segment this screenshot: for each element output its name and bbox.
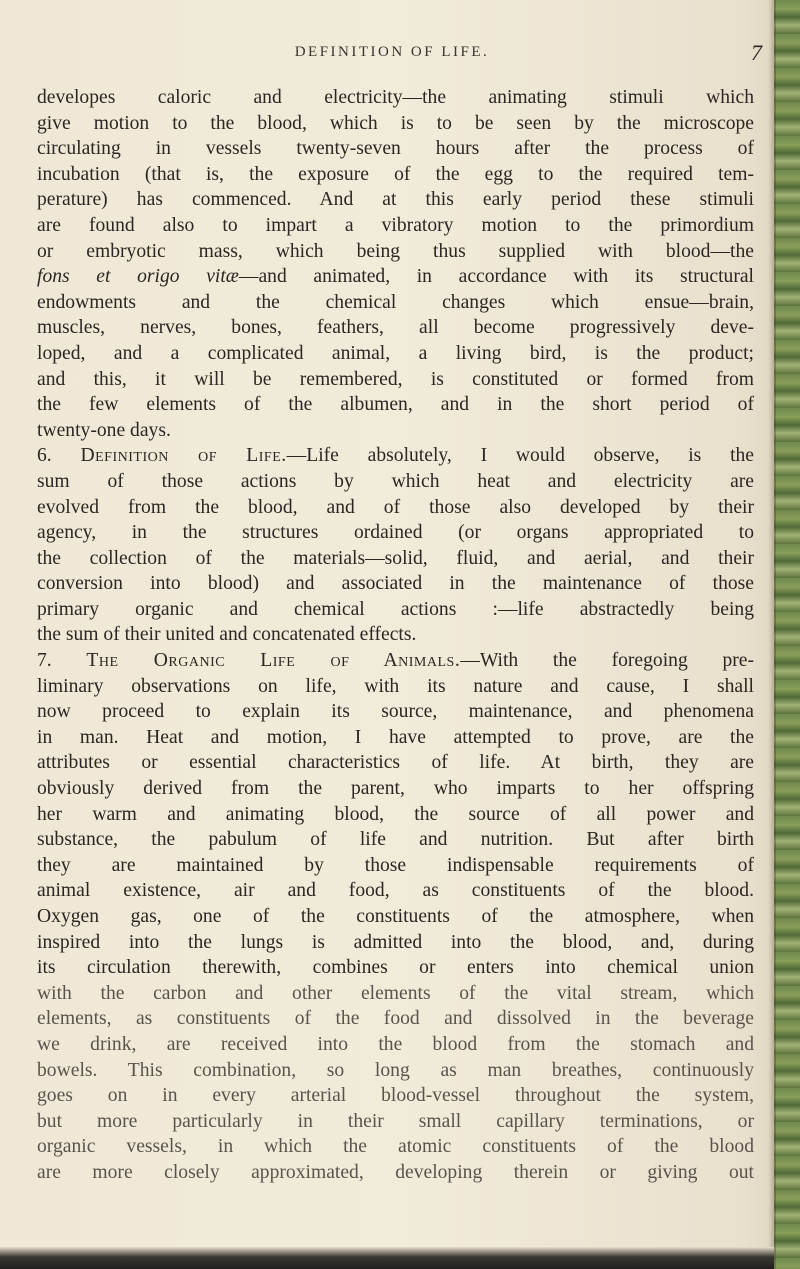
text-line: attributes or essential characteristics of life. At birth, they are <box>37 752 754 774</box>
section-7-line <box>37 648 754 674</box>
text-line: give motion to the blood, which is to be seen by the microscope <box>37 112 754 134</box>
text-line: elements, as constituents of the food and dissolved in the beverage <box>37 1008 754 1030</box>
text-line: circulating in vessels twenty-seven hours after the process of <box>37 138 754 160</box>
text-line <box>37 264 754 290</box>
text-line: loped, and a complicated animal, a living bird, is the product; <box>37 342 754 364</box>
text-line: in man. Heat and motion, I have attempted to prove, are the <box>37 726 754 748</box>
text-line: perature) has commenced. And at this early period these stimuli <box>37 189 754 211</box>
text-line: are found also to impart a vibratory motion to the primordium <box>37 214 754 236</box>
text-line: we drink, are received into the blood from the stomach and <box>37 1033 754 1055</box>
text-span: —and animated, in accordance with its structural <box>238 266 754 288</box>
text-line: are more closely approximated, developing therein or giving out <box>37 1161 754 1183</box>
text-line: substance, the pabulum of life and nutrition. But after birth <box>37 829 754 851</box>
text-line: inspired into the lungs is admitted into the blood, and, during <box>37 931 754 953</box>
text-line: or embryotic mass, which being thus supplied with blood—the <box>37 240 754 262</box>
text-line: animal existence, air and food, as constituents of the blood. <box>37 880 754 902</box>
text-line: incubation (that is, the exposure of the egg to the required tem- <box>37 163 754 185</box>
text-line: now proceed to explain its source, maintenance, and phenomena <box>37 701 754 723</box>
text-line: sum of those actions by which heat and electricity are <box>37 470 754 492</box>
page-edge-binding <box>774 0 800 1269</box>
section-6-heading: Definition of Life. <box>80 445 287 467</box>
text-line: goes on in every arterial blood-vessel throughout the system, <box>37 1085 754 1107</box>
page-number: 7 <box>751 40 762 65</box>
section-7-heading: The Organic Life of Animals. <box>86 650 461 672</box>
text-line: primary organic and chemical actions :—life abstractedly being <box>37 598 754 620</box>
text-line: bowels. This combination, so long as man breathes, continuously <box>37 1059 754 1081</box>
text-line: twenty-one days. <box>37 419 171 441</box>
text-line: agency, in the structures ordained (or organs appropriated to <box>37 522 754 544</box>
section-7-text: —With the foregoing pre- <box>460 650 754 672</box>
text-line: conversion into blood) and associated in the maintenance of those <box>37 573 754 595</box>
text-line: organic vessels, in which the atomic constituents of the blood <box>37 1136 754 1158</box>
text-line: evolved from the blood, and of those also developed by their <box>37 496 754 518</box>
section-6-text: —Life absolutely, I would observe, is the <box>286 445 755 467</box>
text-line: with the carbon and other elements of the vital stream, which <box>37 982 754 1004</box>
text-line: obviously derived from the parent, who imparts to her offspring <box>37 778 754 800</box>
text-line: the sum of their united and concatenated effects. <box>37 624 417 646</box>
text-line: Oxygen gas, one of the constituents of the atmosphere, when <box>37 906 754 927</box>
text-line: her warm and animating blood, the source of all power and <box>37 803 754 825</box>
text-line: the collection of the materials—solid, fluid, and aerial, and their <box>37 547 754 569</box>
text-line: liminary observations on life, with its nature and cause, I shall <box>37 675 754 697</box>
section-7-number: 7. <box>37 650 52 672</box>
page-bottom-shadow <box>0 1247 774 1269</box>
text-line: muscles, nerves, bones, feathers, all become progressively deve- <box>37 317 754 339</box>
text-line: the few elements of the albumen, and in the short period of <box>37 394 754 416</box>
latin-phrase: fons et origo vitæ <box>37 266 239 288</box>
running-head: DEFINITION OF LIFE. <box>294 44 490 60</box>
text-line: they are maintained by those indispensable requirements of <box>37 854 754 876</box>
text-line: its circulation therewith, combines or enters into chemical union <box>37 957 754 979</box>
text-line: but more particularly in their small capillary terminations, or <box>37 1110 754 1132</box>
body-text <box>37 85 754 1186</box>
section-6-line <box>37 443 754 469</box>
page-header <box>0 40 800 68</box>
text-line: developes caloric and electricity—the animating stimuli which <box>37 87 754 108</box>
text-line: endowments and the chemical changes which ensue—brain, <box>37 291 754 313</box>
section-6-number: 6. <box>37 445 52 467</box>
text-line: and this, it will be remembered, is constituted or formed from <box>37 368 754 390</box>
